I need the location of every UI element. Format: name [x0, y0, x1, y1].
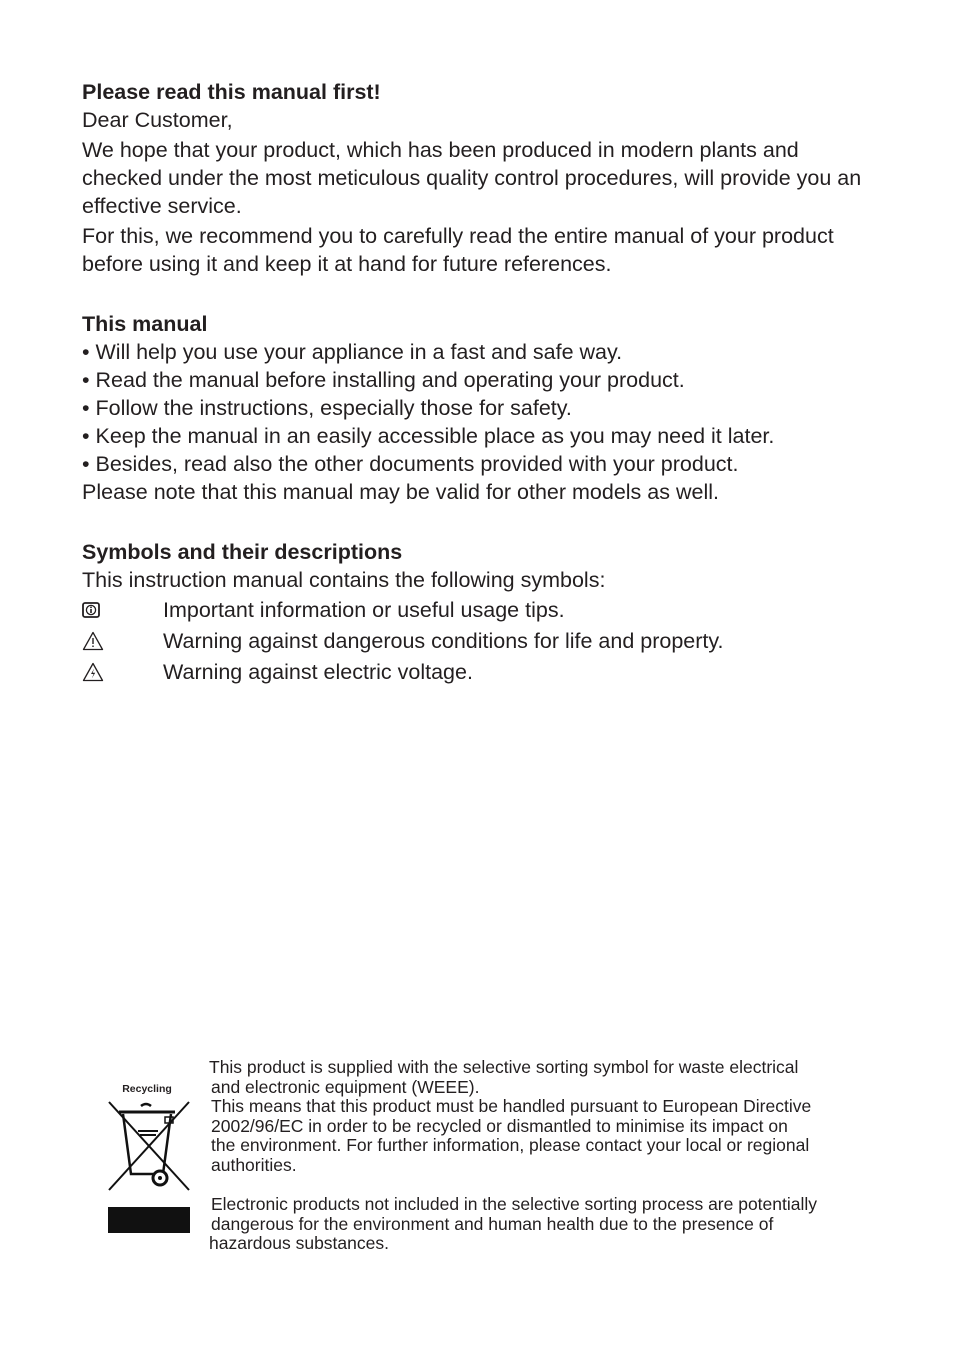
manual-content [82, 78, 872, 687]
weee-line: hazardous substances. [209, 1233, 389, 1254]
intro-paragraph-1: We hope that your product, which has been produced in modern plants and checked under the most meticulous quality control procedures, will provide you an effective service. [82, 138, 862, 218]
manual-bullet: • Besides, read also the other documents provided with your product. [82, 452, 739, 476]
this-manual-section [82, 310, 872, 506]
electric-voltage-icon [82, 662, 163, 682]
manual-bullet: • Keep the manual in an easily accessible place as you may need it later. [82, 424, 775, 448]
crossed-out-bin-icon [105, 1094, 193, 1206]
weee-line: authorities. [211, 1154, 297, 1175]
info-icon [82, 601, 163, 619]
recycling-caption: Recycling [122, 1083, 172, 1095]
weee-recycling-logo [105, 1082, 193, 1234]
manual-validity-note: Please note that this manual may be valid for other models as well. [82, 480, 719, 504]
weee-disclaimer [209, 1058, 869, 1254]
symbols-heading: Symbols and their descriptions [82, 540, 403, 564]
weee-line: Electronic products not included in the selective sorting process are potentially [211, 1194, 818, 1215]
manual-bullet: • Will help you use your appliance in a fast and safe way. [82, 340, 623, 364]
weee-line: This product is supplied with the selective sorting symbol for waste electrical [209, 1057, 799, 1077]
symbol-row-electric [82, 656, 872, 687]
this-manual-heading: This manual [82, 312, 208, 336]
weee-line: the environment. For further information, please contact your local or regional [211, 1135, 810, 1156]
symbol-description: Important information or useful usage tips. [163, 597, 565, 622]
intro-paragraph-2: For this, we recommend you to carefully read the entire manual of your product before using it and keep it at hand for future references. [82, 224, 834, 276]
weee-line: This means that this product must be handled pursuant to European Directive [211, 1096, 812, 1117]
symbols-section [82, 538, 872, 687]
weee-line: 2002/96/EC in order to be recycled or dismantled to minimise its impact on [211, 1115, 788, 1136]
weee-black-bar [108, 1207, 190, 1233]
symbol-row-info [82, 594, 872, 625]
symbol-row-warning [82, 625, 872, 656]
greeting: Dear Customer, [82, 108, 233, 132]
symbol-description: Warning against electric voltage. [163, 659, 473, 684]
intro-heading: Please read this manual first! [82, 80, 381, 104]
warning-triangle-icon [82, 631, 163, 651]
symbol-description: Warning against dangerous conditions for life and property. [163, 628, 724, 653]
weee-line: and electronic equipment (WEEE). [211, 1076, 480, 1097]
manual-bullet: • Follow the instructions, especially those for safety. [82, 396, 572, 420]
manual-bullet: • Read the manual before installing and operating your product. [82, 368, 685, 392]
paragraph-spacer [209, 1176, 869, 1196]
weee-line: dangerous for the environment and human health due to the presence of [211, 1213, 774, 1234]
symbols-intro: This instruction manual contains the following symbols: [82, 568, 606, 592]
